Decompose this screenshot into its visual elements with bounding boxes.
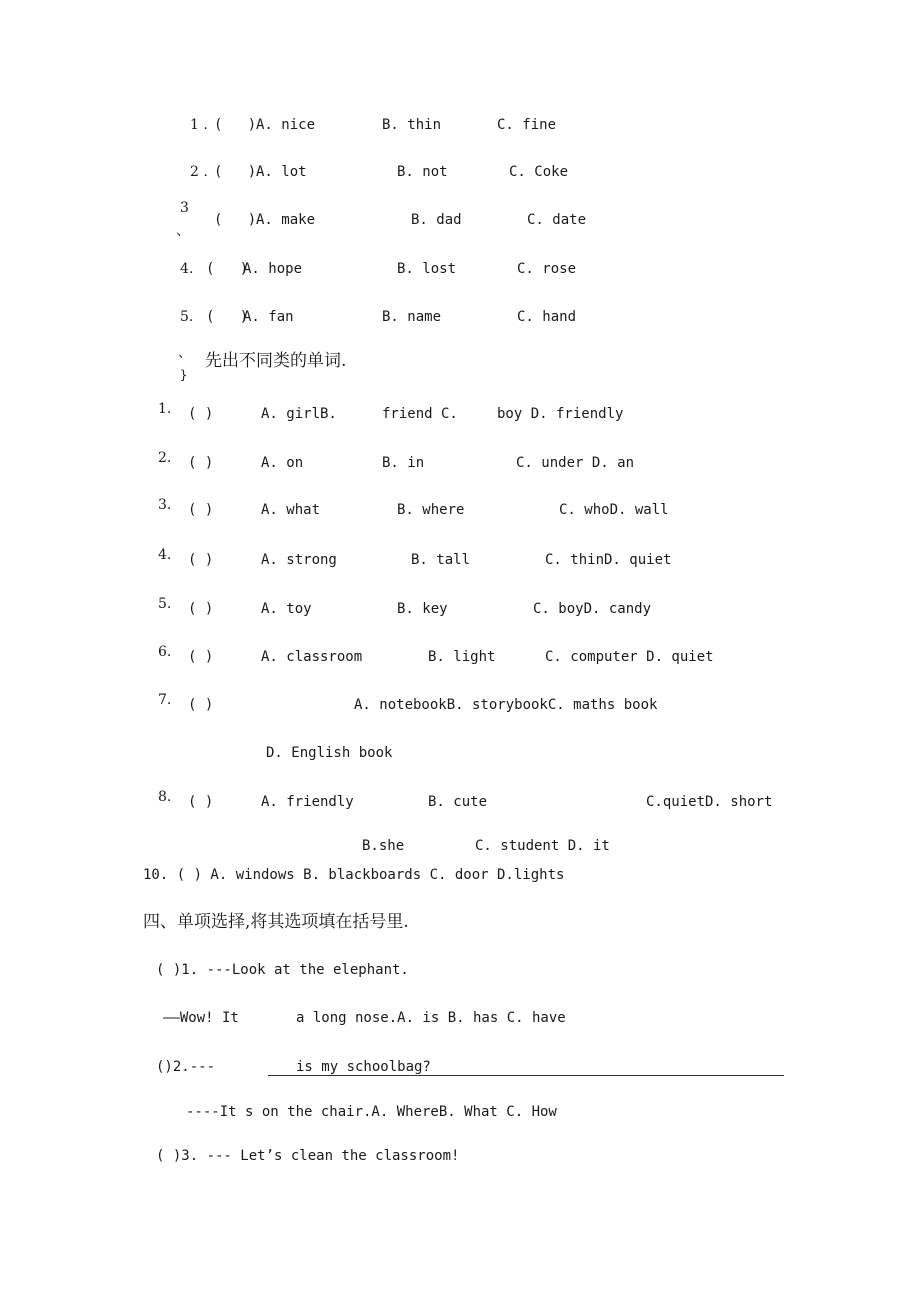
- pron-5-option-b: B. name: [382, 309, 442, 325]
- odd-5-option-b: B. key: [397, 601, 448, 617]
- odd-6-number: 6.: [158, 644, 172, 660]
- odd-5-option-c: C. boyD. candy: [533, 601, 652, 617]
- odd-10-row: 10. ( ) A. windows B. blackboards C. door D.lights: [143, 867, 565, 883]
- pron-3-option-c: C. date: [527, 212, 587, 228]
- odd-6-option-b: B. light: [428, 649, 496, 665]
- section3-number-mark-bottom: }: [180, 368, 188, 382]
- odd-3-answer-blank[interactable]: ( ): [188, 502, 214, 518]
- odd-9-option-b: B.she: [362, 838, 405, 854]
- pron-5-answer-blank[interactable]: ( ): [206, 309, 249, 325]
- odd-4-option-a: A. strong: [261, 552, 337, 568]
- odd-1-answer-blank[interactable]: ( ): [188, 406, 214, 422]
- mc-1-question: ( )1. ---Look at the elephant.: [156, 962, 409, 978]
- pron-5-number: 5.: [180, 309, 194, 325]
- pron-3-number: 3: [180, 200, 189, 216]
- pron-1-number: 1 .: [190, 117, 208, 133]
- mc-1-reply-start: ——Wow! It: [163, 1010, 239, 1026]
- section4-title: 四、单项选择,将其选项填在括号里.: [143, 912, 409, 932]
- pron-3-option-a: A. make: [256, 212, 316, 228]
- section3-number-mark-top: 、: [178, 345, 192, 361]
- odd-8-option-a: A. friendly: [261, 794, 354, 810]
- mc-3-question: ( )3. --- Let’s clean the classroom!: [156, 1148, 460, 1164]
- odd-2-option-c: C. under D. an: [516, 455, 635, 471]
- odd-9-option-c: C. student D. it: [475, 838, 610, 854]
- odd-2-option-a: A. on: [261, 455, 304, 471]
- odd-8-option-c: C.quietD. short: [646, 794, 773, 810]
- odd-2-number: 2.: [158, 450, 172, 466]
- mc-2-reply-options: ----It s on the chair.A. WhereB. What C. How: [186, 1104, 557, 1120]
- odd-6-option-a: A. classroom: [261, 649, 363, 665]
- odd-4-option-b: B. tall: [411, 552, 471, 568]
- odd-8-answer-blank[interactable]: ( ): [188, 794, 214, 810]
- odd-7-number: 7.: [158, 692, 172, 708]
- pron-2-option-c: C. Coke: [509, 164, 569, 180]
- pron-4-option-c: C. rose: [517, 261, 577, 277]
- odd-6-answer-blank[interactable]: ( ): [188, 649, 214, 665]
- odd-1-option-a: A. girlB.: [261, 406, 337, 422]
- odd-4-answer-blank[interactable]: ( ): [188, 552, 214, 568]
- pron-4-number: 4.: [180, 261, 194, 277]
- mc-1-reply-options: a long nose.A. is B. has C. have: [296, 1010, 566, 1026]
- odd-7-options: A. notebookB. storybookC. maths book: [354, 697, 658, 713]
- pron-1-answer-blank[interactable]: ( ): [214, 117, 257, 133]
- pron-2-answer-blank[interactable]: ( ): [214, 164, 257, 180]
- odd-3-number: 3.: [158, 497, 172, 513]
- pron-2-option-b: B. not: [397, 164, 448, 180]
- odd-3-option-c: C. whoD. wall: [559, 502, 669, 518]
- odd-2-option-b: B. in: [382, 455, 425, 471]
- section3-title: 先出不同类的单词.: [205, 351, 347, 371]
- pron-1-option-a: A. nice: [256, 117, 316, 133]
- pron-4-answer-blank[interactable]: ( ): [206, 261, 249, 277]
- odd-7-option-d: D. English book: [266, 745, 393, 761]
- odd-4-option-c: C. thinD. quiet: [545, 552, 672, 568]
- odd-3-option-b: B. where: [397, 502, 465, 518]
- odd-5-option-a: A. toy: [261, 601, 312, 617]
- odd-3-option-a: A. what: [261, 502, 321, 518]
- pron-4-option-a: A. hope: [243, 261, 303, 277]
- pron-5-option-a: A. fan: [243, 309, 294, 325]
- odd-6-option-c: C. computer D. quiet: [545, 649, 714, 665]
- pron-3-option-b: B. dad: [411, 212, 462, 228]
- odd-2-answer-blank[interactable]: ( ): [188, 455, 214, 471]
- pron-4-option-b: B. lost: [397, 261, 457, 277]
- odd-8-option-b: B. cute: [428, 794, 488, 810]
- odd-1-option-c: boy D. friendly: [497, 406, 624, 422]
- odd-7-answer-blank[interactable]: ( ): [188, 697, 214, 713]
- mc-2-question: is my schoolbag?: [296, 1059, 431, 1075]
- pron-2-option-a: A. lot: [256, 164, 307, 180]
- odd-1-option-b: friend C.: [382, 406, 458, 422]
- odd-5-answer-blank[interactable]: ( ): [188, 601, 214, 617]
- pron-1-option-b: B. thin: [382, 117, 442, 133]
- odd-1-number: 1.: [158, 401, 172, 417]
- odd-4-number: 4.: [158, 547, 172, 563]
- pron-3-number-mark: 、: [176, 223, 190, 239]
- pron-3-answer-blank[interactable]: ( ): [214, 212, 257, 228]
- mc-2-prefix: ()2.---: [156, 1059, 216, 1075]
- pron-1-option-c: C. fine: [497, 117, 557, 133]
- mc-2-underline: [268, 1075, 784, 1076]
- pron-5-option-c: C. hand: [517, 309, 577, 325]
- odd-8-number: 8.: [158, 789, 172, 805]
- odd-5-number: 5.: [158, 596, 172, 612]
- pron-2-number: 2 .: [190, 164, 208, 180]
